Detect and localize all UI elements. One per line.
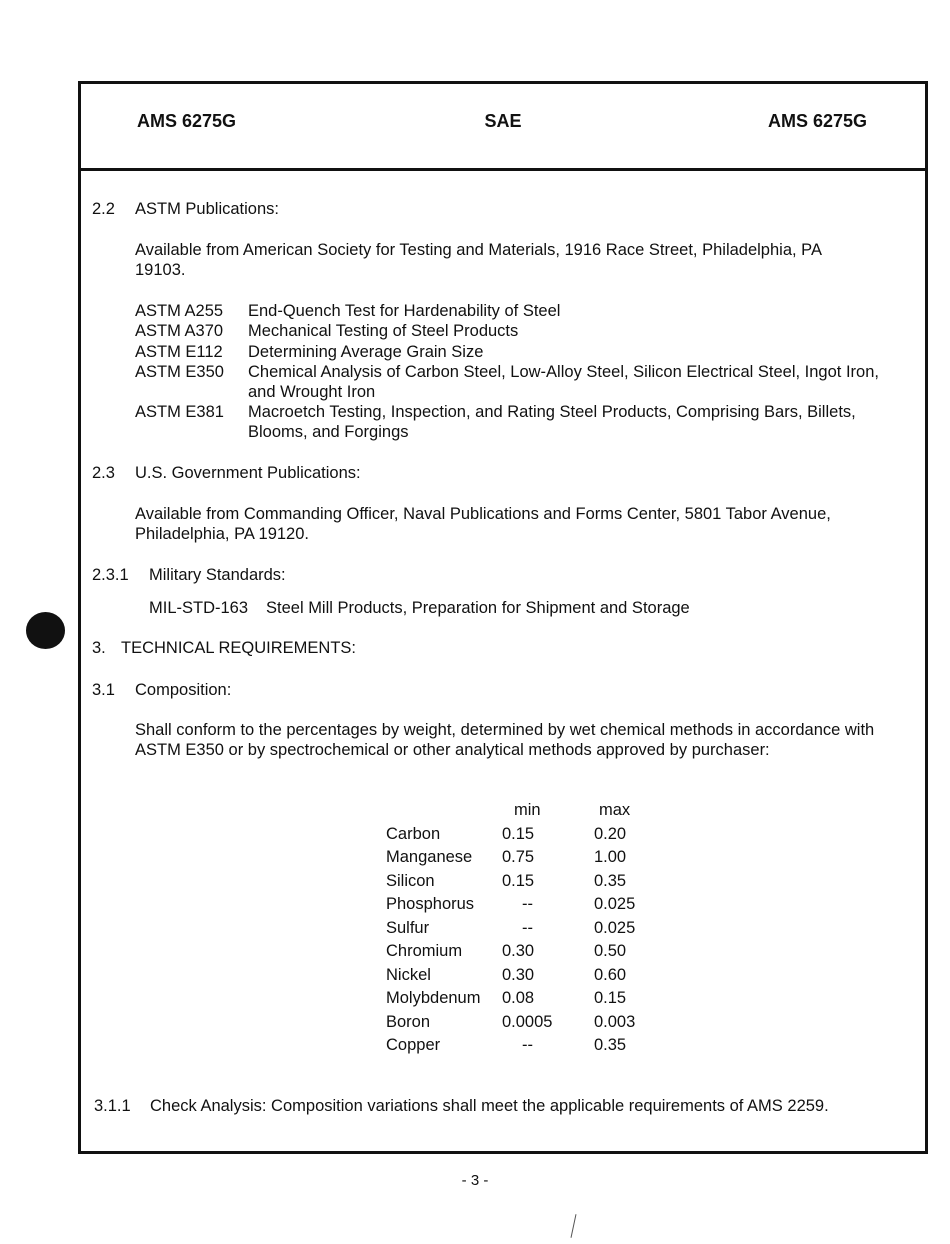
section-2-3-1-number: 2.3.1	[92, 566, 129, 584]
table-row	[386, 824, 659, 848]
header-org: SAE	[484, 111, 522, 131]
section-2-3-1-title: Military Standards:	[149, 566, 286, 584]
section-3-1-1-number: 3.1.1	[94, 1097, 131, 1115]
reference-description: Macroetch Testing, Inspection, and Rating Steel Products, Comprising Bars, Billets, Blooms, and Forgings	[248, 403, 856, 441]
reference-code: ASTM E112	[135, 343, 223, 361]
element-name: Sulfur	[386, 918, 430, 937]
max-value: 0.35	[594, 871, 627, 890]
element-column-header	[386, 800, 502, 824]
element-name: Manganese	[386, 848, 473, 866]
composition-table	[386, 800, 659, 1059]
table-row	[386, 847, 659, 871]
reference-description: Chemical Analysis of Carbon Steel, Low-Alloy Steel, Silicon Electrical Steel, Ingot Iron, and Wrought Iron	[248, 363, 879, 401]
table-row	[386, 1012, 659, 1036]
max-value: 0.35	[594, 1036, 627, 1054]
table-row	[386, 1035, 659, 1059]
max-value: 0.15	[594, 989, 627, 1007]
max-value: 1.00	[594, 848, 627, 866]
min-value: 0.30	[502, 965, 535, 984]
element-name: Chromium	[386, 942, 463, 960]
hole-punch-mark	[26, 612, 65, 649]
section-3-title: TECHNICAL REQUIREMENTS:	[121, 639, 356, 657]
element-name: Phosphorus	[386, 895, 475, 913]
element-name: Silicon	[386, 871, 435, 890]
min-value: 0.30	[502, 942, 535, 960]
reference-code: ASTM E381	[135, 403, 224, 421]
max-value: 0.003	[594, 1012, 636, 1031]
military-standard-description: Steel Mill Products, Preparation for Shipment and Storage	[266, 599, 690, 617]
section-2-3-number: 2.3	[92, 464, 115, 482]
header-doc-id-right: AMS 6275G	[767, 111, 867, 131]
section-2-3-availability: Available from Commanding Officer, Naval Publications and Forms Center, 5801 Tabor Avenue, Philadelphia, PA 19120.	[135, 505, 831, 543]
military-standard-code: MIL-STD-163	[149, 599, 249, 617]
max-value: 0.025	[594, 918, 636, 937]
min-value: 0.08	[502, 989, 535, 1007]
element-name: Copper	[386, 1036, 441, 1054]
reference-code: ASTM E350	[135, 363, 224, 381]
element-name: Boron	[386, 1012, 431, 1031]
section-3-1-number: 3.1	[92, 681, 115, 699]
max-value: 0.025	[594, 895, 636, 913]
min-value: 0.15	[502, 824, 535, 843]
section-3-number: 3.	[92, 639, 106, 657]
section-3-1-title: Composition:	[135, 681, 232, 699]
reference-description: End-Quench Test for Hardenability of Steel	[248, 302, 561, 320]
min-value: 0.75	[502, 848, 535, 866]
element-name: Carbon	[386, 824, 441, 843]
max-value: 0.50	[594, 942, 627, 960]
scan-mark	[571, 1214, 577, 1238]
reference-code: ASTM A370	[135, 322, 224, 340]
max-column-header: max	[599, 801, 631, 819]
table-row	[386, 918, 659, 942]
table-row	[386, 988, 659, 1012]
table-row	[386, 894, 659, 918]
section-2-2-title: ASTM Publications:	[135, 200, 279, 218]
min-value: 0.15	[502, 871, 535, 890]
section-2-2-availability: Available from American Society for Testing and Materials, 1916 Race Street, Philadelphia, PA 19103.	[135, 241, 822, 279]
element-name: Molybdenum	[386, 989, 481, 1007]
reference-description: Determining Average Grain Size	[248, 343, 484, 361]
reference-description: Mechanical Testing of Steel Products	[248, 322, 519, 340]
min-value: 0.0005	[502, 1012, 553, 1031]
reference-code: ASTM A255	[135, 302, 224, 320]
min-value: --	[522, 918, 533, 937]
max-value: 0.20	[594, 824, 627, 843]
header-doc-id-left: AMS 6275G	[137, 111, 237, 131]
element-name: Nickel	[386, 965, 431, 984]
page-header	[81, 84, 925, 171]
page-number: - 3 -	[461, 1172, 489, 1189]
min-column-header: min	[514, 801, 541, 819]
min-value: --	[522, 895, 533, 913]
section-2-3-title: U.S. Government Publications:	[135, 464, 361, 482]
table-row	[386, 871, 659, 895]
section-3-1-1-text: Check Analysis: Composition variations shall meet the applicable requirements of AMS 2259.	[150, 1097, 829, 1115]
section-2-2-number: 2.2	[92, 200, 115, 218]
table-header-row	[386, 800, 659, 824]
min-value: --	[522, 1036, 533, 1054]
max-value: 0.60	[594, 965, 627, 984]
table-row	[386, 965, 659, 989]
table-row	[386, 941, 659, 965]
section-3-1-text: Shall conform to the percentages by weight, determined by wet chemical methods in accordance with ASTM E350 or by spectrochemical or other analytical methods approved by purchaser:	[135, 721, 875, 759]
